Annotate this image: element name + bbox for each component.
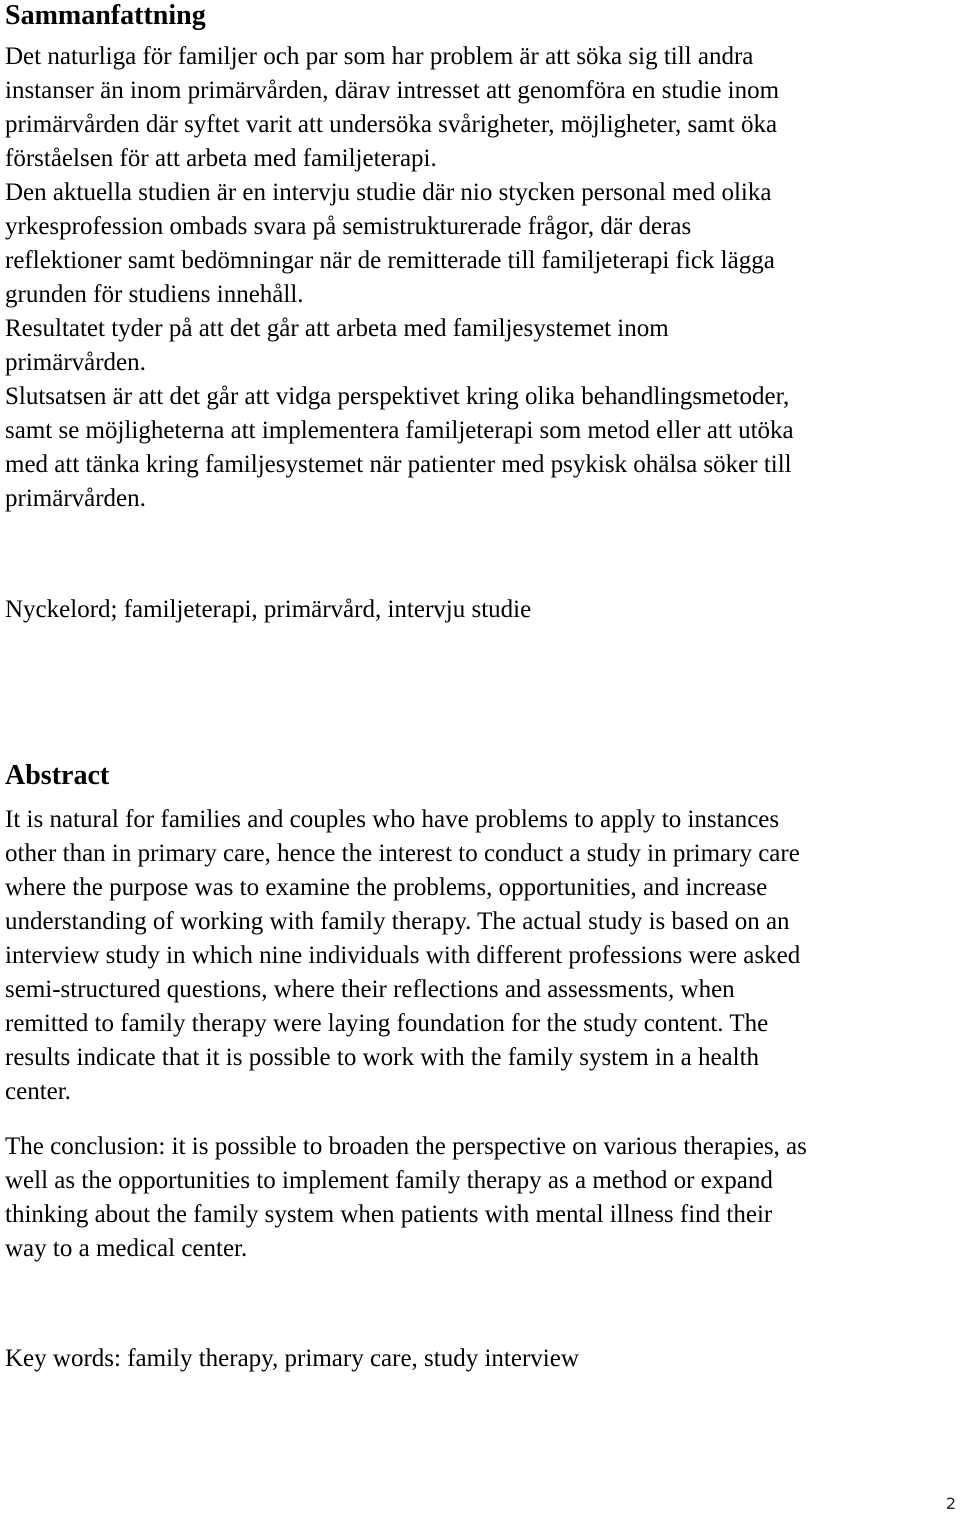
- page-number: 2: [945, 1494, 956, 1513]
- body-line: remitted to family therapy were laying foundation for the study content. The: [5, 1010, 769, 1037]
- body-line: förståelsen för att arbeta med familjeterapi.: [5, 145, 437, 172]
- abstract-heading: Abstract: [5, 760, 110, 791]
- body-line: Resultatet tyder på att det går att arbeta med familjesystemet inom: [5, 315, 669, 342]
- body-line: where the purpose was to examine the problems, opportunities, and increase: [5, 874, 768, 901]
- body-line: results indicate that it is possible to work with the family system in a health: [5, 1044, 760, 1071]
- body-line: primärvården.: [5, 485, 146, 512]
- body-line: Det naturliga för familjer och par som har problem är att söka sig till andra: [5, 43, 754, 70]
- body-line: well as the opportunities to implement family therapy as a method or expand: [5, 1167, 773, 1194]
- body-line: reflektioner samt bedömningar när de remitterade till familjeterapi fick lägga: [5, 247, 775, 274]
- sammanfattning-body: [5, 40, 794, 516]
- body-line: It is natural for families and couples who have problems to apply to instances: [5, 806, 780, 833]
- body-line: way to a medical center.: [5, 1235, 248, 1262]
- abstract-conclusion: [5, 1130, 807, 1266]
- body-line: Slutsatsen är att det går att vidga perspektivet kring olika behandlingsmetoder,: [5, 383, 790, 410]
- body-line: center.: [5, 1078, 71, 1105]
- body-line: thinking about the family system when patients with mental illness find their: [5, 1201, 773, 1228]
- body-line: The conclusion: it is possible to broaden the perspective on various therapies, as: [5, 1133, 807, 1160]
- body-line: grunden för studiens innehåll.: [5, 281, 304, 308]
- body-line: yrkesprofession ombads svara på semistrukturerade frågor, där deras: [5, 213, 692, 240]
- body-line: primärvården där syftet varit att undersöka svårigheter, möjligheter, samt öka: [5, 111, 778, 138]
- body-line: med att tänka kring familjesystemet när patienter med psykisk ohälsa söker till: [5, 451, 792, 478]
- abstract-body: [5, 803, 800, 1109]
- body-line: interview study in which nine individuals with different professions were asked: [5, 942, 801, 969]
- key-words-line: Key words: family therapy, primary care, study interview: [5, 1345, 579, 1372]
- body-line: understanding of working with family therapy. The actual study is based on an: [5, 908, 790, 935]
- nyckelord-line: Nyckelord; familjeterapi, primärvård, intervju studie: [5, 596, 532, 623]
- body-line: primärvården.: [5, 349, 146, 376]
- sammanfattning-heading: Sammanfattning: [5, 0, 206, 31]
- body-line: Den aktuella studien är en intervju studie där nio stycken personal med olika: [5, 179, 772, 206]
- body-line: other than in primary care, hence the interest to conduct a study in primary care: [5, 840, 800, 867]
- body-line: semi-structured questions, where their reflections and assessments, when: [5, 976, 735, 1003]
- body-line: samt se möjligheterna att implementera familjeterapi som metod eller att utöka: [5, 417, 794, 444]
- body-line: instanser än inom primärvården, därav intresset att genomföra en studie inom: [5, 77, 780, 104]
